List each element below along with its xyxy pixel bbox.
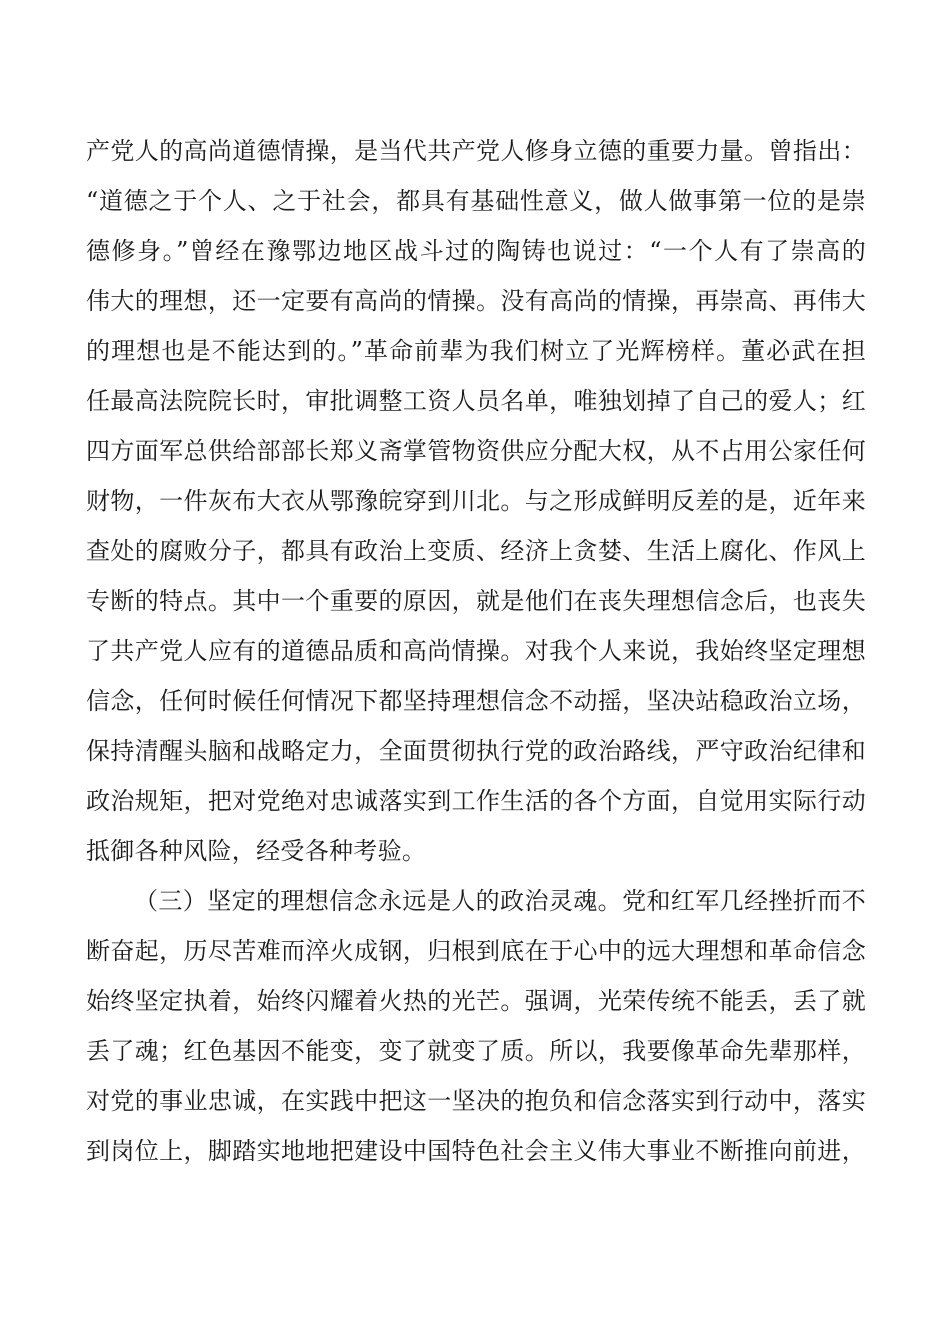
paragraph-line: 四方面军总供给部部长郑义斋掌管物资供应分配大权，从不占用公家任何 bbox=[86, 437, 866, 465]
paragraph-line: 任最高法院院长时，审批调整工资人员名单，唯独划掉了自己的爱人；红 bbox=[86, 387, 866, 415]
paragraph-line: 信念，任何时候任何情况下都坚持理想信念不动摇，坚决站稳政治立场， bbox=[86, 687, 866, 715]
paragraph-line: 查处的腐败分子，都具有政治上变质、经济上贪婪、生活上腐化、作风上 bbox=[86, 537, 866, 565]
paragraph-line: 政治规矩，把对党绝对忠诚落实到工作生活的各个方面，自觉用实际行动 bbox=[86, 787, 866, 815]
paragraph-line: 对党的事业忠诚，在实践中把这一坚决的抱负和信念落实到行动中，落实 bbox=[86, 1087, 866, 1115]
paragraph-line: 到岗位上，脚踏实地地把建设中国特色社会主义伟大事业不断推向前进， bbox=[86, 1137, 866, 1165]
paragraph-line: 伟大的理想，还一定要有高尚的情操。没有高尚的情操，再崇高、再伟大 bbox=[86, 287, 866, 315]
paragraph-2 bbox=[86, 876, 866, 1176]
paragraph-line: 的理想也是不能达到的。”革命前辈为我们树立了光辉榜样。董必武在担 bbox=[86, 337, 866, 365]
paragraph-line: 丢了魂；红色基因不能变，变了就变了质。所以，我要像革命先辈那样， bbox=[86, 1037, 866, 1065]
paragraph-1 bbox=[86, 126, 866, 876]
paragraph-line: 始终坚定执着，始终闪耀着火热的光芒。强调，光荣传统不能丢，丢了就 bbox=[86, 987, 866, 1015]
paragraph-line: “道德之于个人、之于社会，都具有基础性意义，做人做事第一位的是崇 bbox=[86, 187, 866, 215]
paragraph-line: 专断的特点。其中一个重要的原因，就是他们在丧失理想信念后，也丧失 bbox=[86, 587, 866, 615]
paragraph-line: 断奋起，历尽苦难而淬火成钢，归根到底在于心中的远大理想和革命信念 bbox=[86, 937, 866, 965]
paragraph-line: 产党人的高尚道德情操，是当代共产党人修身立德的重要力量。曾指出： bbox=[86, 137, 866, 165]
paragraph-line: 抵御各种风险，经受各种考验。 bbox=[86, 837, 427, 865]
paragraph-line: （三）坚定的理想信念永远是人的政治灵魂。党和红军几经挫折而不 bbox=[134, 887, 866, 915]
paragraph-line: 德修身。”曾经在豫鄂边地区战斗过的陶铸也说过：“一个人有了崇高的 bbox=[86, 237, 866, 265]
paragraph-line: 保持清醒头脑和战略定力，全面贯彻执行党的政治路线，严守政治纪律和 bbox=[86, 737, 866, 765]
paragraph-line: 了共产党人应有的道德品质和高尚情操。对我个人来说，我始终坚定理想 bbox=[86, 637, 866, 665]
paragraph-line: 财物，一件灰布大衣从鄂豫皖穿到川北。与之形成鲜明反差的是，近年来 bbox=[86, 487, 866, 515]
